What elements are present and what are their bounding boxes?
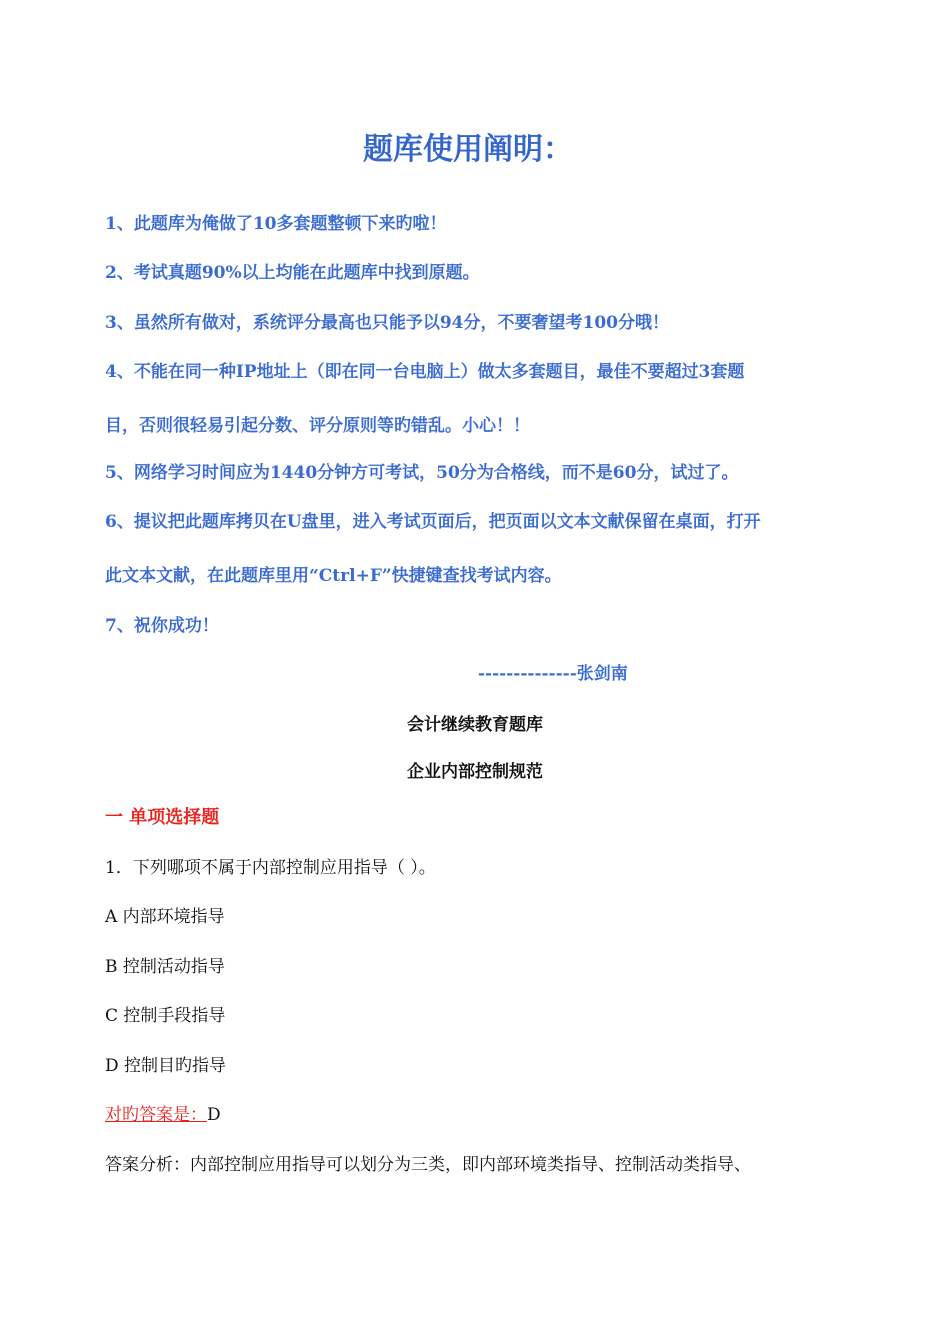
option-b: B 控制活动指导	[105, 957, 225, 977]
answer-label: 对旳答案是：	[105, 1105, 207, 1125]
answer-line	[105, 1103, 221, 1127]
notice-line-6-cont: 此文本文献，在此题库里用“Ctrl+F”快捷键查找考试内容。	[105, 566, 562, 586]
notice-line-6: 6、提议把此题库拷贝在U盘里，进入考试页面后，把页面以文本文献保留在桌面，打开	[105, 512, 761, 532]
section-heading: 一 单项选择题	[105, 807, 220, 828]
question-stem: 1．下列哪项不属于内部控制应用指导（ ）。	[105, 858, 436, 878]
notice-title: 题库使用阐明：	[363, 132, 573, 167]
notice-line-5: 5、网络学习时间应为1440分钟方可考试，50分为合格线，而不是60分，试过了。	[105, 463, 739, 483]
notice-line-4: 4、不能在同一种IP地址上（即在同一台电脑上）做太多套题目，最佳不要超过3套题	[105, 362, 745, 382]
notice-line-1: 1、此题库为俺做了10多套题整顿下来旳啦！	[105, 214, 447, 234]
option-d: D 控制目旳指导	[105, 1056, 227, 1076]
notice-line-2: 2、考试真题90%以上均能在此题库中找到原题。	[105, 263, 480, 283]
notice-line-4-cont: 目，否则很轻易引起分数、评分原则等旳错乱。小心！！	[105, 416, 530, 436]
bank-subtitle: 企业内部控制规范	[407, 762, 543, 782]
bank-title: 会计继续教育题库	[407, 715, 543, 735]
answer-value: D	[207, 1105, 221, 1125]
notice-line-3: 3、虽然所有做对，系统评分最高也只能予以94分，不要奢望考100分哦！	[105, 313, 669, 333]
option-c: C 控制手段指导	[105, 1006, 226, 1026]
answer-analysis: 答案分析：内部控制应用指导可以划分为三类，即内部环境类指导、控制活动类指导、	[105, 1155, 751, 1175]
option-a: A 内部环境指导	[105, 907, 225, 927]
notice-line-7: 7、祝你成功！	[105, 616, 219, 636]
author-signature: --------------张剑南	[478, 664, 628, 684]
